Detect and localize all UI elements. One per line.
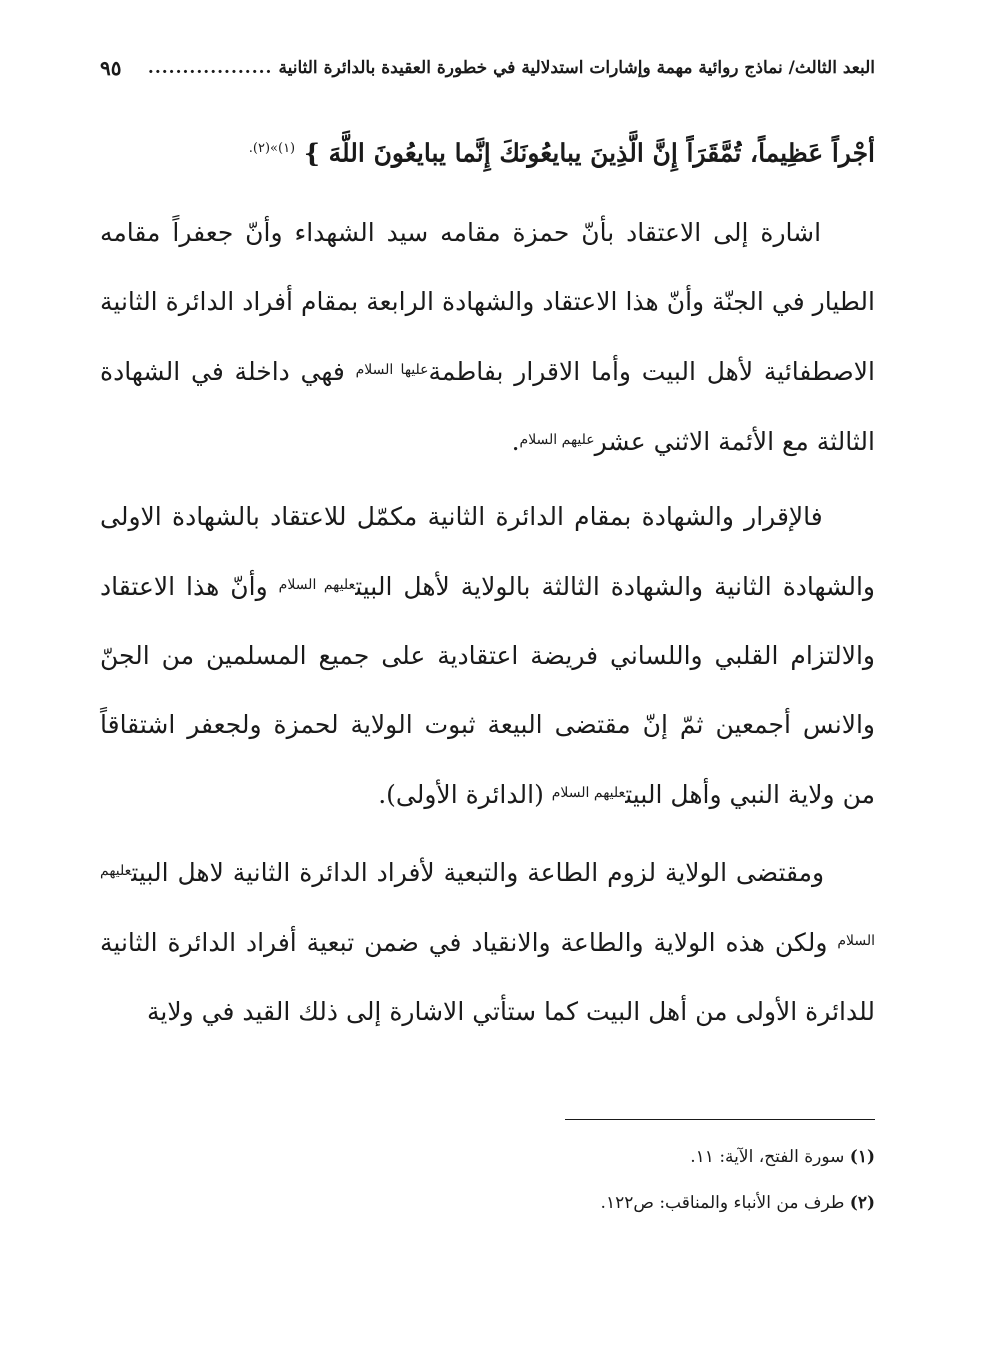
honorific-mark: عليهم السلام bbox=[551, 785, 626, 801]
paragraph-text: ومقتضى الولاية لزوم الطاعة والتبعية لأفراد الدائرة الثانية لاهل البيت bbox=[131, 858, 825, 887]
footnote-divider bbox=[565, 1119, 875, 1120]
honorific-mark: عليهم السلام bbox=[278, 577, 356, 593]
running-title-text: البعد الثالث/ نماذج روائية مهمة وإشارات استدلالية في خطورة العقيدة بالدائرة الثانية bbox=[278, 58, 875, 78]
page-header bbox=[100, 48, 875, 88]
footnote-text: طرف من الأنباء والمناقب: ص١٢٢. bbox=[600, 1193, 850, 1213]
paragraph-text: اشارة إلى الاعتقاد بأنّ حمزة مقامه سيد الشهداء وأنّ جعفراً مقامه الطيار في الجنّة وأنّ هذا الاعتقاد والشهادة الرابعة بمقام أفراد الدائرة الثانية الاصطفائية لأهل البيت وأما الاقرار بفاطمة bbox=[100, 218, 875, 386]
paragraph-3 bbox=[100, 837, 875, 1046]
paragraph-2 bbox=[100, 482, 875, 829]
verse-text: أجْراً عَظِيماً، تُمَّقَرَاً إِنَّ الَّذِينَ يبايعُونَكَ إِنَّما يبايعُونَ اللَّهَ } bbox=[303, 138, 875, 168]
footnote-number: (١) bbox=[849, 1147, 875, 1167]
footnote-1 bbox=[100, 1140, 875, 1174]
quran-verse-line bbox=[100, 124, 875, 174]
footnote-refs: (١)»(٢). bbox=[248, 141, 296, 156]
footnote-2 bbox=[100, 1186, 875, 1220]
running-title bbox=[148, 58, 875, 78]
page-number: ٩٥ bbox=[100, 56, 122, 80]
honorific-mark: عليهم السلام bbox=[100, 863, 875, 949]
paragraph-text: ولكن هذه الولاية والطاعة والانقياد في ضمن تبعية أفراد الدائرة الثانية للدائرة الأولى من أهل البيت كما ستأتي الاشارة إلى ذلك القيد في ولاية bbox=[100, 928, 875, 1026]
paragraph-text: فالإقرار والشهادة بمقام الدائرة الثانية مكمّل للاعتقاد بالشهادة الاولى والشهادة الثانية والشهادة الثالثة بالولاية لأهل البيت bbox=[100, 502, 876, 601]
paragraph-text: فهي داخلة في الشهادة الثالثة مع الأئمة الاثني عشر bbox=[100, 357, 875, 456]
leader-dots: .................. bbox=[147, 58, 273, 78]
paragraph-text: وأنّ هذا الاعتقاد والالتزام القلبي واللساني فريضة اعتقادية على جميع المسلمين من الجنّ والانس أجمعين ثمّ إنّ مقتضى البيعة ثبوت الولاية لحمزة ولجعفر اشتقاقاً من ولاية النبي وأهل البيت bbox=[100, 572, 875, 809]
honorific-mark: عليها السلام bbox=[355, 362, 429, 378]
paragraph-1 bbox=[100, 198, 875, 476]
footnote-number: (٢) bbox=[849, 1193, 875, 1213]
footnote-text: سورة الفتح، الآية: ١١. bbox=[690, 1147, 850, 1167]
honorific-mark: عليهم السلام bbox=[519, 432, 595, 448]
paragraph-text: (الدائرة الأولى). bbox=[378, 780, 552, 809]
paragraph-text: . bbox=[511, 427, 520, 456]
